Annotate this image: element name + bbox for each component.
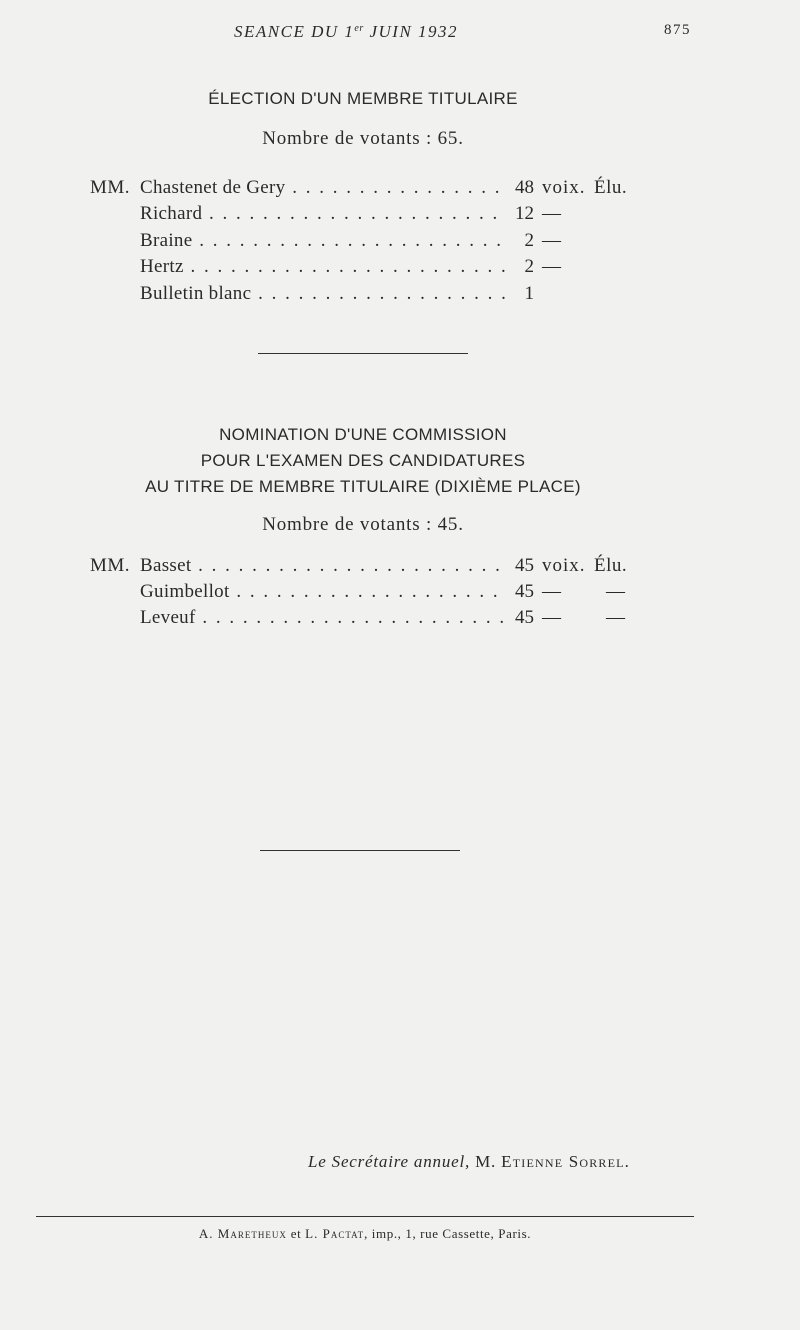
vote-result: Élu. bbox=[594, 555, 628, 576]
secretary-role: Le Secrétaire annuel, bbox=[308, 1152, 471, 1171]
election-title: ÉLECTION D'UN MEMBRE TITULAIRE bbox=[208, 89, 518, 108]
running-head bbox=[0, 22, 800, 44]
vote-count: 45 bbox=[515, 555, 534, 576]
vote-unit: voix. bbox=[542, 555, 586, 576]
candidate-name: Chastenet de Gery . . . bbox=[140, 175, 506, 201]
vote-unit: — bbox=[542, 581, 562, 602]
vote-count: 2 bbox=[524, 256, 534, 277]
vote-count: 45 bbox=[515, 581, 534, 602]
candidate-name: Richard . . . bbox=[140, 201, 506, 227]
section-divider bbox=[260, 850, 460, 851]
election-row bbox=[90, 254, 650, 280]
vote-unit: — bbox=[542, 256, 562, 277]
printer-imprint bbox=[0, 1226, 730, 1242]
candidate-name: Guimbellot . . . bbox=[140, 579, 506, 605]
nomination-title-line: NOMINATION D'UNE COMMISSION bbox=[219, 425, 507, 444]
page-number: 875 bbox=[664, 22, 691, 38]
election-voters: Nombre de votants : 65. bbox=[262, 128, 464, 149]
nomination-title-line: POUR L'EXAMEN DES CANDIDATURES bbox=[200, 451, 526, 470]
printer-name: A. Maretheux bbox=[198, 1226, 287, 1241]
vote-count: 1 bbox=[524, 283, 534, 304]
candidate-name: Leveuf . . . bbox=[140, 605, 506, 631]
secretary-title: M. bbox=[475, 1152, 497, 1171]
running-head-title: SEANCE DU 1er JUIN 1932 bbox=[234, 22, 459, 41]
vote-unit: voix. bbox=[542, 177, 586, 198]
election-row bbox=[90, 175, 650, 201]
vote-count: 2 bbox=[524, 230, 534, 251]
vote-count: 12 bbox=[515, 203, 534, 224]
vote-result: — bbox=[606, 581, 626, 602]
imprint-conjunction: et bbox=[290, 1226, 302, 1241]
candidate-name: Bulletin blanc . . . bbox=[140, 281, 506, 307]
vote-unit: — bbox=[542, 230, 562, 251]
election-row bbox=[90, 281, 650, 307]
nomination-title-line: AU TITRE DE MEMBRE TITULAIRE (DIXIÈME PLACE) bbox=[145, 477, 581, 496]
vote-result: — bbox=[606, 607, 626, 628]
vote-count: 48 bbox=[515, 177, 534, 198]
nomination-row bbox=[90, 605, 650, 631]
row-prefix: MM. bbox=[90, 177, 131, 198]
election-row bbox=[90, 201, 650, 227]
footer-rule bbox=[36, 1216, 694, 1217]
secretary-signature bbox=[308, 1152, 630, 1172]
nomination-row bbox=[90, 579, 650, 605]
row-prefix: MM. bbox=[90, 555, 131, 576]
candidate-name: Hertz . . . bbox=[140, 254, 506, 280]
vote-unit: — bbox=[542, 607, 562, 628]
candidate-name: Basset . . . bbox=[140, 553, 506, 579]
candidate-name: Braine . . . bbox=[140, 228, 506, 254]
section-divider bbox=[258, 353, 468, 354]
printer-address: , imp., 1, rue Cassette, Paris. bbox=[364, 1226, 532, 1241]
secretary-name: Etienne Sorrel. bbox=[501, 1152, 631, 1171]
vote-unit: — bbox=[542, 203, 562, 224]
election-row bbox=[90, 228, 650, 254]
printer-name: L. Pactat bbox=[305, 1226, 365, 1241]
vote-count: 45 bbox=[515, 607, 534, 628]
nomination-row bbox=[90, 553, 650, 579]
vote-result: Élu. bbox=[594, 177, 628, 198]
nomination-voters: Nombre de votants : 45. bbox=[262, 514, 464, 535]
